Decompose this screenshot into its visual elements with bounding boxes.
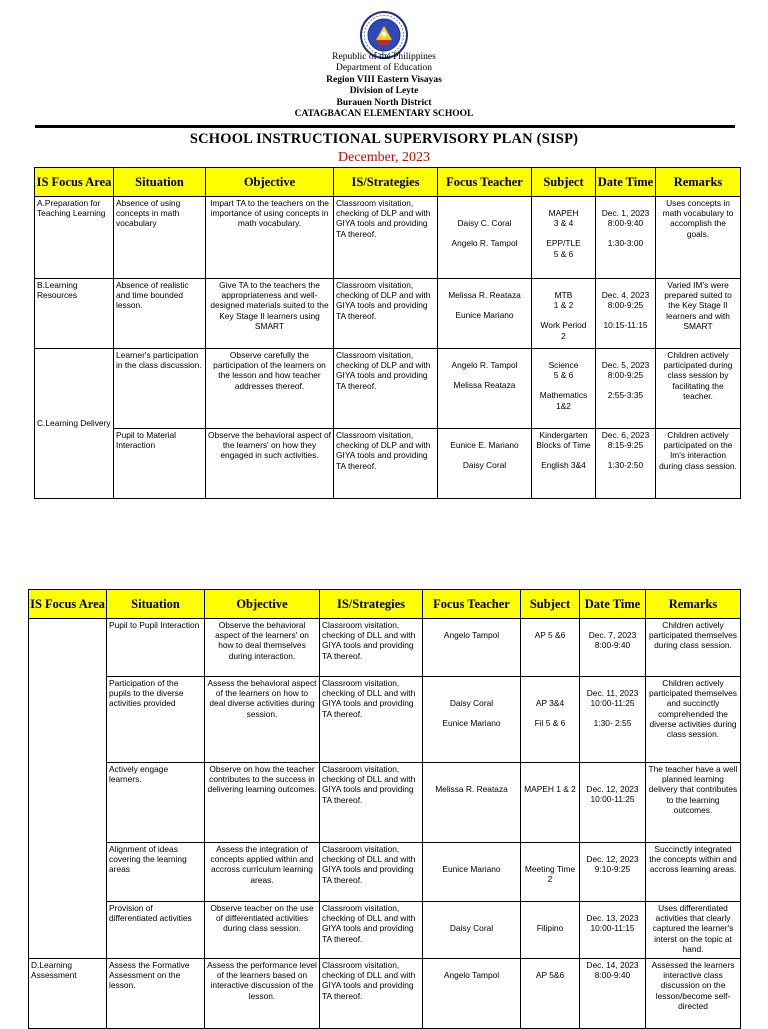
focus-area-cell: D.Learning Assessment <box>29 959 107 1029</box>
subject-name: Fil 5 & 6 <box>534 718 566 729</box>
date-time: Dec. 13, 2023 10:00-11:15 <box>586 913 639 934</box>
teacher-name: Melissa R. Reataza <box>435 784 508 794</box>
strategies-cell: Classroom visitation, checking of DLP and with GIYA tools and providing TA thereof. <box>334 279 438 349</box>
objective-cell: Observe the behavioral aspect of the learners' on how they engaged in such activities. <box>206 429 334 499</box>
situation-cell: Learner's participation in the class discussion. <box>114 349 206 429</box>
subject-cell <box>521 619 580 677</box>
remarks-cell: Succinctly integrated the concepts within and accross learning areas. <box>646 843 741 902</box>
focus-area-cell <box>29 619 107 959</box>
teacher-name: Eunice E. Mariano <box>450 440 519 450</box>
letterhead-district: Burauen North District <box>336 97 432 108</box>
remarks-cell: Uses differentiated activities that clearly captured the learner's interst on the topic at hand. <box>646 902 741 959</box>
subject-name: Work Period 2 <box>540 320 587 341</box>
strategies-cell: Classroom visitation, checking of DLL and with GIYA tools and providing TA thereof. <box>320 763 423 843</box>
subject-name: AP 5 &6 <box>534 630 566 640</box>
situation-cell: Pupil to Material Interaction <box>114 429 206 499</box>
objective-cell: Observe on how the teacher contributes to the success in delivering learning outcomes. <box>205 763 320 843</box>
date-time: Dec. 5, 2023 8:00-9:25 <box>601 360 650 381</box>
subject-name: AP 3&4 <box>535 698 565 708</box>
focus-area-cell: A.Preparation for Teaching Learning <box>35 197 114 279</box>
date-time: 2:55-3:35 <box>607 390 644 401</box>
header-divider <box>35 125 735 128</box>
table-row <box>29 959 741 1029</box>
teacher-name: Angelo Tampol <box>443 970 500 980</box>
subject-name: Mathematics 1&2 <box>539 390 588 411</box>
subject-name: MAPEH 3 & 4 <box>548 208 579 229</box>
teacher-name: Daisy Coral <box>449 698 494 708</box>
col-header: Objective <box>205 590 320 619</box>
date-cell <box>596 197 656 279</box>
date-time: Dec. 1, 2023 8:00-9:40 <box>601 208 650 229</box>
col-header: Focus Teacher <box>423 590 521 619</box>
subject-name: English 3&4 <box>541 460 586 471</box>
objective-cell: Assess the behavioral aspect of the learners on how to deal diverse activities during session. <box>205 677 320 763</box>
subject-name: AP 5&6 <box>535 970 565 980</box>
teacher-cell <box>423 619 521 677</box>
teacher-name: Daisy C. Coral <box>457 218 512 228</box>
teacher-cell <box>423 763 521 843</box>
table-row <box>29 619 741 677</box>
situation-cell: Alignment of ideas covering the learning areas <box>107 843 205 902</box>
objective-cell: Observe carefully the participation of the learners on the lesson and how teacher addresses thereof. <box>206 349 334 429</box>
table-header-row <box>29 590 741 619</box>
col-header: Focus Teacher <box>438 168 532 197</box>
teacher-name: Angelo R. Tampol <box>451 360 518 370</box>
remarks-cell: Children actively participated themselves during class session. <box>646 619 741 677</box>
subject-name: MTB 1 & 2 <box>553 290 574 311</box>
col-header: Date Time <box>596 168 656 197</box>
situation-cell: Assess the Formative Assessment on the lesson. <box>107 959 205 1029</box>
teacher-cell <box>438 279 532 349</box>
table-row <box>29 763 741 843</box>
objective-cell: Give TA to the teachers the appropriateness and well-designed materials suited to the Key Stage II learners using SMART <box>206 279 334 349</box>
strategies-cell: Classroom visitation, checking of DLP and with GIYA tools and providing TA thereof. <box>334 197 438 279</box>
table-row <box>35 197 741 279</box>
remarks-cell: Children actively participated themselves and succinctly comprehended the diverse activities during class session. <box>646 677 741 763</box>
teacher-cell <box>438 349 532 429</box>
letterhead-school: CATAGBACAN ELEMENTARY SCHOOL <box>294 109 474 120</box>
situation-cell: Actively engage learners. <box>107 763 205 843</box>
col-header: Subject <box>532 168 596 197</box>
subject-cell <box>532 349 596 429</box>
teacher-cell <box>438 197 532 279</box>
date-time: Dec. 11, 2023 10:00-11:25 <box>586 688 639 709</box>
col-header: IS/Strategies <box>320 590 423 619</box>
situation-cell: Pupil to Pupil Interaction <box>107 619 205 677</box>
remarks-cell: Assessed the learners interactive class discussion on the lesson/become self-directed <box>646 959 741 1029</box>
strategies-cell: Classroom visitation, checking of DLL and with GIYA tools and providing TA thereof. <box>320 843 423 902</box>
letterhead-country: Republic of the Philippines <box>332 52 436 62</box>
teacher-name: Eunice Mariano <box>442 864 501 874</box>
letterhead <box>0 52 768 120</box>
date-cell <box>580 763 646 843</box>
focus-area-cell: C.Learning Delivery <box>35 349 114 499</box>
focus-area-cell: B.Learning Resources <box>35 279 114 349</box>
strategies-cell: Classroom visitation, checking of DLL and with GIYA tools and providing TA thereof. <box>320 902 423 959</box>
letterhead-division: Division of Leyte <box>349 86 419 97</box>
subject-cell <box>521 677 580 763</box>
table-row <box>29 843 741 902</box>
strategies-cell: Classroom visitation, checking of DLP and with GIYA tools and providing TA thereof. <box>334 429 438 499</box>
col-header: Subject <box>521 590 580 619</box>
subject-name: Science 5 & 6 <box>548 360 579 381</box>
table-row <box>35 279 741 349</box>
teacher-name: Daisy Coral <box>449 923 494 933</box>
date-time: 1:30-3:00 <box>607 238 644 249</box>
date-cell <box>580 902 646 959</box>
sisp-table-1 <box>34 167 741 499</box>
teacher-cell <box>423 843 521 902</box>
remarks-cell: Varied IM's were prepared suited to the Key Stage II learners and with SMART <box>656 279 741 349</box>
subject-name: EPP/TLE 5 & 6 <box>546 238 581 259</box>
table-row <box>35 349 741 429</box>
subject-cell <box>521 763 580 843</box>
col-header: Date Time <box>580 590 646 619</box>
subject-name: Kindergarten Blocks of Time <box>536 430 591 451</box>
col-header: Remarks <box>646 590 741 619</box>
col-header: Situation <box>107 590 205 619</box>
strategies-cell: Classroom visitation, checking of DLL and with GIYA tools and providing TA thereof. <box>320 677 423 763</box>
teacher-name: Eunice Mariano <box>455 310 514 321</box>
remarks-cell: Children actively participated during class session by facilitating the teacher. <box>656 349 741 429</box>
table-header-row <box>35 168 741 197</box>
subject-name: Meeting Time 2 <box>524 864 576 885</box>
date-time: Dec. 7, 2023 8:00-9:40 <box>588 630 637 651</box>
teacher-name: Daisy Coral <box>462 460 507 471</box>
date-time: Dec. 12, 2023 9:10-9:25 <box>586 854 639 875</box>
teacher-name: Angelo R. Tampol <box>451 238 518 249</box>
subject-cell <box>532 279 596 349</box>
teacher-name: Melissa R. Reataza <box>448 290 521 300</box>
date-time: Dec. 6, 2023 8:15-9:25 <box>601 430 650 451</box>
date-cell <box>596 349 656 429</box>
strategies-cell: Classroom visitation, checking of DLP and with GIYA tools and providing TA thereof. <box>334 349 438 429</box>
date-cell <box>596 429 656 499</box>
subject-cell <box>532 429 596 499</box>
document-date: December, 2023 <box>338 150 430 165</box>
date-time: Dec. 14, 2023 8:00-9:40 <box>586 960 639 981</box>
table-row <box>29 902 741 959</box>
teacher-cell <box>423 902 521 959</box>
subject-cell <box>521 959 580 1029</box>
date-time: 1:30-2:50 <box>607 460 644 471</box>
subject-cell <box>521 902 580 959</box>
table-row <box>35 429 741 499</box>
subject-cell <box>532 197 596 279</box>
teacher-name: Melissa Reataza <box>453 380 516 391</box>
date-cell <box>580 619 646 677</box>
col-header: IS Focus Area <box>29 590 107 619</box>
date-cell <box>580 677 646 763</box>
document-title: SCHOOL INSTRUCTIONAL SUPERVISORY PLAN (SISP) <box>189 131 579 147</box>
date-time: 10:15-11:15 <box>603 320 648 331</box>
date-cell <box>596 279 656 349</box>
date-time: Dec. 12, 2023 10:00-11:25 <box>586 784 639 805</box>
objective-cell: Assess the performance level of the learners based on interactive discussion of the lesson. <box>205 959 320 1029</box>
teacher-cell <box>423 959 521 1029</box>
letterhead-department: Department of Education <box>335 63 433 74</box>
date-time: Dec. 4, 2023 8:00-9:25 <box>601 290 650 311</box>
teacher-name: Eunice Mariano <box>442 718 501 729</box>
teacher-name: Angelo Tampol <box>443 630 500 640</box>
remarks-cell: The teacher have a well planned learning delivery that contributes to the learning outcomes. <box>646 763 741 843</box>
sisp-table-2 <box>28 589 741 1029</box>
col-header: Remarks <box>656 168 741 197</box>
table-row <box>29 677 741 763</box>
situation-cell: Provision of differentiated activities <box>107 902 205 959</box>
teacher-cell <box>423 677 521 763</box>
subject-name: Filipino <box>536 923 564 933</box>
objective-cell: Observe teacher on the use of differentiated activities during class session. <box>205 902 320 959</box>
remarks-cell: Children actively participated on the Im's interaction during class session. <box>656 429 741 499</box>
date-time: 1:30- 2:55 <box>593 718 632 729</box>
objective-cell: Observe the behavioral aspect of the learners' on how to deal themselves during interaction. <box>205 619 320 677</box>
col-header: IS Focus Area <box>35 168 114 197</box>
teacher-cell <box>438 429 532 499</box>
col-header: Objective <box>206 168 334 197</box>
subject-name: MAPEH 1 & 2 <box>524 784 576 794</box>
strategies-cell: Classroom visitation, checking of DLL and with GIYA tools and providing TA thereof. <box>320 959 423 1029</box>
objective-cell: Assess the integration of concepts applied within and accross curriculum learning areas. <box>205 843 320 902</box>
letterhead-region: Region VIII Eastern Visayas <box>326 74 442 85</box>
col-header: IS/Strategies <box>334 168 438 197</box>
situation-cell: Absence of realistic and time bounded lesson. <box>114 279 206 349</box>
col-header: Situation <box>114 168 206 197</box>
situation-cell: Absence of using concepts in math vocabulary <box>114 197 206 279</box>
date-cell <box>580 843 646 902</box>
remarks-cell: Uses concepts in math vocabulary to accomplish the goals. <box>656 197 741 279</box>
date-cell <box>580 959 646 1029</box>
subject-cell <box>521 843 580 902</box>
strategies-cell: Classroom visitation, checking of DLL and with GIYA tools and providing TA thereof. <box>320 619 423 677</box>
situation-cell: Participation of the pupils to the diverse activities provided <box>107 677 205 763</box>
objective-cell: Impart TA to the teachers on the importance of using concepts in math vocabulary. <box>206 197 334 279</box>
